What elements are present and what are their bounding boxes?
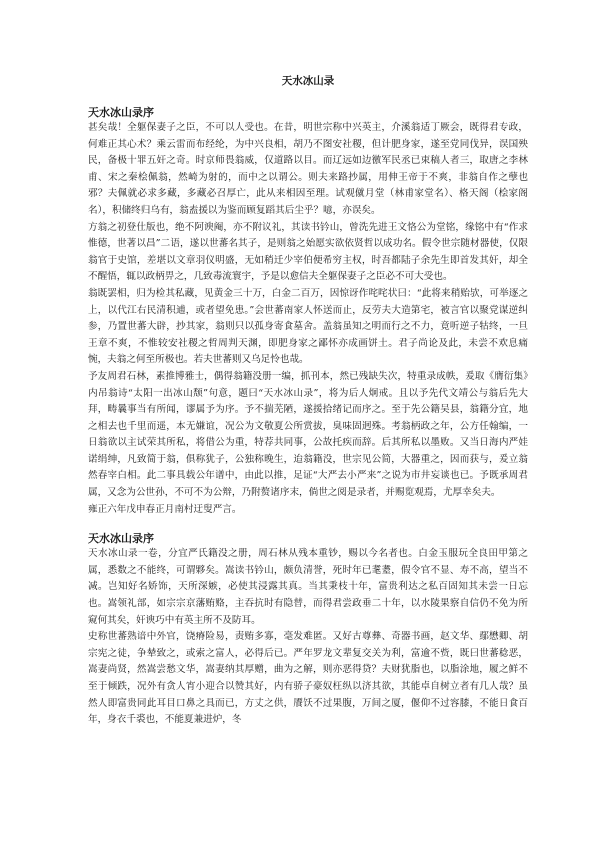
document-page [88,74,528,729]
paragraph: 雍正六年戊申春正月南村迂叟严言。 [88,503,242,515]
section-heading: 天水冰山录序 [88,106,154,119]
paragraph: 甚矣哉！全躯保妻子之臣，不可以人受也。在昔，明世宗称中兴英主，介溪翁适丁厥会，既得君专政，何难正其心术？乘云雷而布经纶，为中兴良相，胡乃不图安社稷，但计肥身家，遂至党同伐异，误国殃民，备极十罪五奸之奇。时京师畏翁威，仅道路以目。而辽远如边徼军民丞已束稿人者三，取唐之李林甫、宋之秦桧佩翁，然崎为射的，而中之以谓公。则夫来路抄属，用伸王帝于不爽，非翁自作之孽也邪？夫佩就必求多藏，多藏必召厚亡，此从来相因至理。试观僦月堂（林甫家堂名）、格天阁（桧家阁名），积储终归乌有，翁盍援以为鉴而顾复蹈其后尘乎？噫，亦误矣。 [88,122,528,216]
paragraph: 方翁之初登仕版也，绝不阿谀阉，亦不附议礼，其读书钤山，曾洗先进王文恪公为堂铭，缘铭中有“作求惟德，世著以昌”二语，遂以世蕃名其子，是则翁之始愿实欲依贤哲以成功名。假令世宗随材器使，仅限翁官于史馆，差堪以文章羽仪明盛，无如稍迁少宰伯便希穷主权，时吾都陆子余先生即首发其奸，却全不醒悟，辄以政柄畀之，几致毒流寰宇，予是以愈信夫全躯保妻子之臣必不可大受也。 [88,221,528,283]
section-heading: 天水冰山录序 [88,532,154,546]
paragraph: 翁既罢相，归为检其私藏，见黄金三十万，白金二百万，因惊讶作咤咤状曰：“此将来稍贻欤，可举逐之上，以代江右民清积逋，或者望免患。”会世蕃南家人怀送而止，反劳夫大造第宅，被言官以聚党谋逆纠参，乃置世蕃大辟，抄其家，翁则只以孤身寄食墓舍。盖翁虽知之明而行之不力，竟听逆子牯终，一旦王章不爽，不惟较安社稷之哲周判天渊，即肥身家之鄙怀亦成画饼土。君子尚论及此，未尝不欢息痛惋，夫翁之何至所极也。若夫世蕃则又乌足怜也哉。 [88,287,528,366]
paragraph: 史称世蕃熟谙中外官，饶瘠险易，责贿多寡，毫发难匿。又好古尊彝、奇器书画，赵文华、鄢懋卿、胡宗宪之徒，争辇致之，或索之富人，必得后已。严年罗龙文辈复交关为利，富逾不赀，既曰世蕃稔恶，嵩妻尚贤，然嵩尝愁文华，嵩妻纳其厚赠，曲为之解，则亦恶得贷？夫财犹脂也，以脂涂地，履之鲜不至于倾跌，况外有贪人宵小迎合以赞其好，内有骄子豪奴枉纵以济其欲，其能卓自树立者有几人哉？虽然人即富贵同此耳目口鼻之具而已，方丈之供，餍饫不过果腹，万间之厦，偃仰不过容膝，不能日食百年，身衣千裘也，不能夏兼进炉，冬 [88,631,528,726]
paragraph: 予友周君石林，素推博雅士，偶得翁籍没册一编，抓刊本，然已残缺失次，特重录成帙，爰取《膺衍集》内吊翁诗“太阳一出冰山颓”句意，题曰“天水冰山录”，将为后人炯戒。且以予先代文靖公与翁后先大拜，畴曩事当有所闻，谬属予为序。予不揣芜陋，遂援拾绪记而序之。至于先公籍吴县，翁籍分宜，地之相去也千里而遥，本无嫌谊，况公为文敬夏公所赏拔，臭味固迥殊。考翁柄政之年，公方任翰编，一日翁欲以主试荣其所私，将借公为重，特荐共同事，公故托疾而辞。后其所私以墨败。又当日海内严娃诺绢绅，凡致简于翁，俱称犹子，公独称晚生，迨翁籍没，世宗见公简，大器重之，因而获与，爰立翁然春宰白相。此二事具载公年谱中，由此以推，足证“大严去小严来”之说为市井妄谈也已。予既承周君属，又念为公世孙，不可不为公辩，乃附赘诸序末，倘世之阅是录者，并赐览观焉，尤厚幸矣夫。 [88,370,528,499]
section-divider [88,518,528,532]
preface-section-2 [88,532,528,729]
preface-section-1 [88,106,528,518]
paragraph: 天水冰山录一卷，分宜严氏籍没之册，周石林从残本重钞，赐以今名者也。白金玉服玩全良田甲第之属，悉数之不能终，可谓夥矣。嵩读书钤山，颇负清誉，死时年已耄耋，假令官不显、寿不高，望当不减。岂知好名娇饰，天所深嫉，必使其浸露其真。当其秉枝十年，富贵利达之私百固知其未尝一日忘也。嵩领礼部，如宗宗京藩贿赂，主吞抗时有隐替，而得君尝政垂二十年，以水陵果察自信仍不免为所窥何其矣，奸谀巧中有英主所不及防耳。 [88,548,528,626]
document-title: 天水冰山录 [281,75,335,87]
